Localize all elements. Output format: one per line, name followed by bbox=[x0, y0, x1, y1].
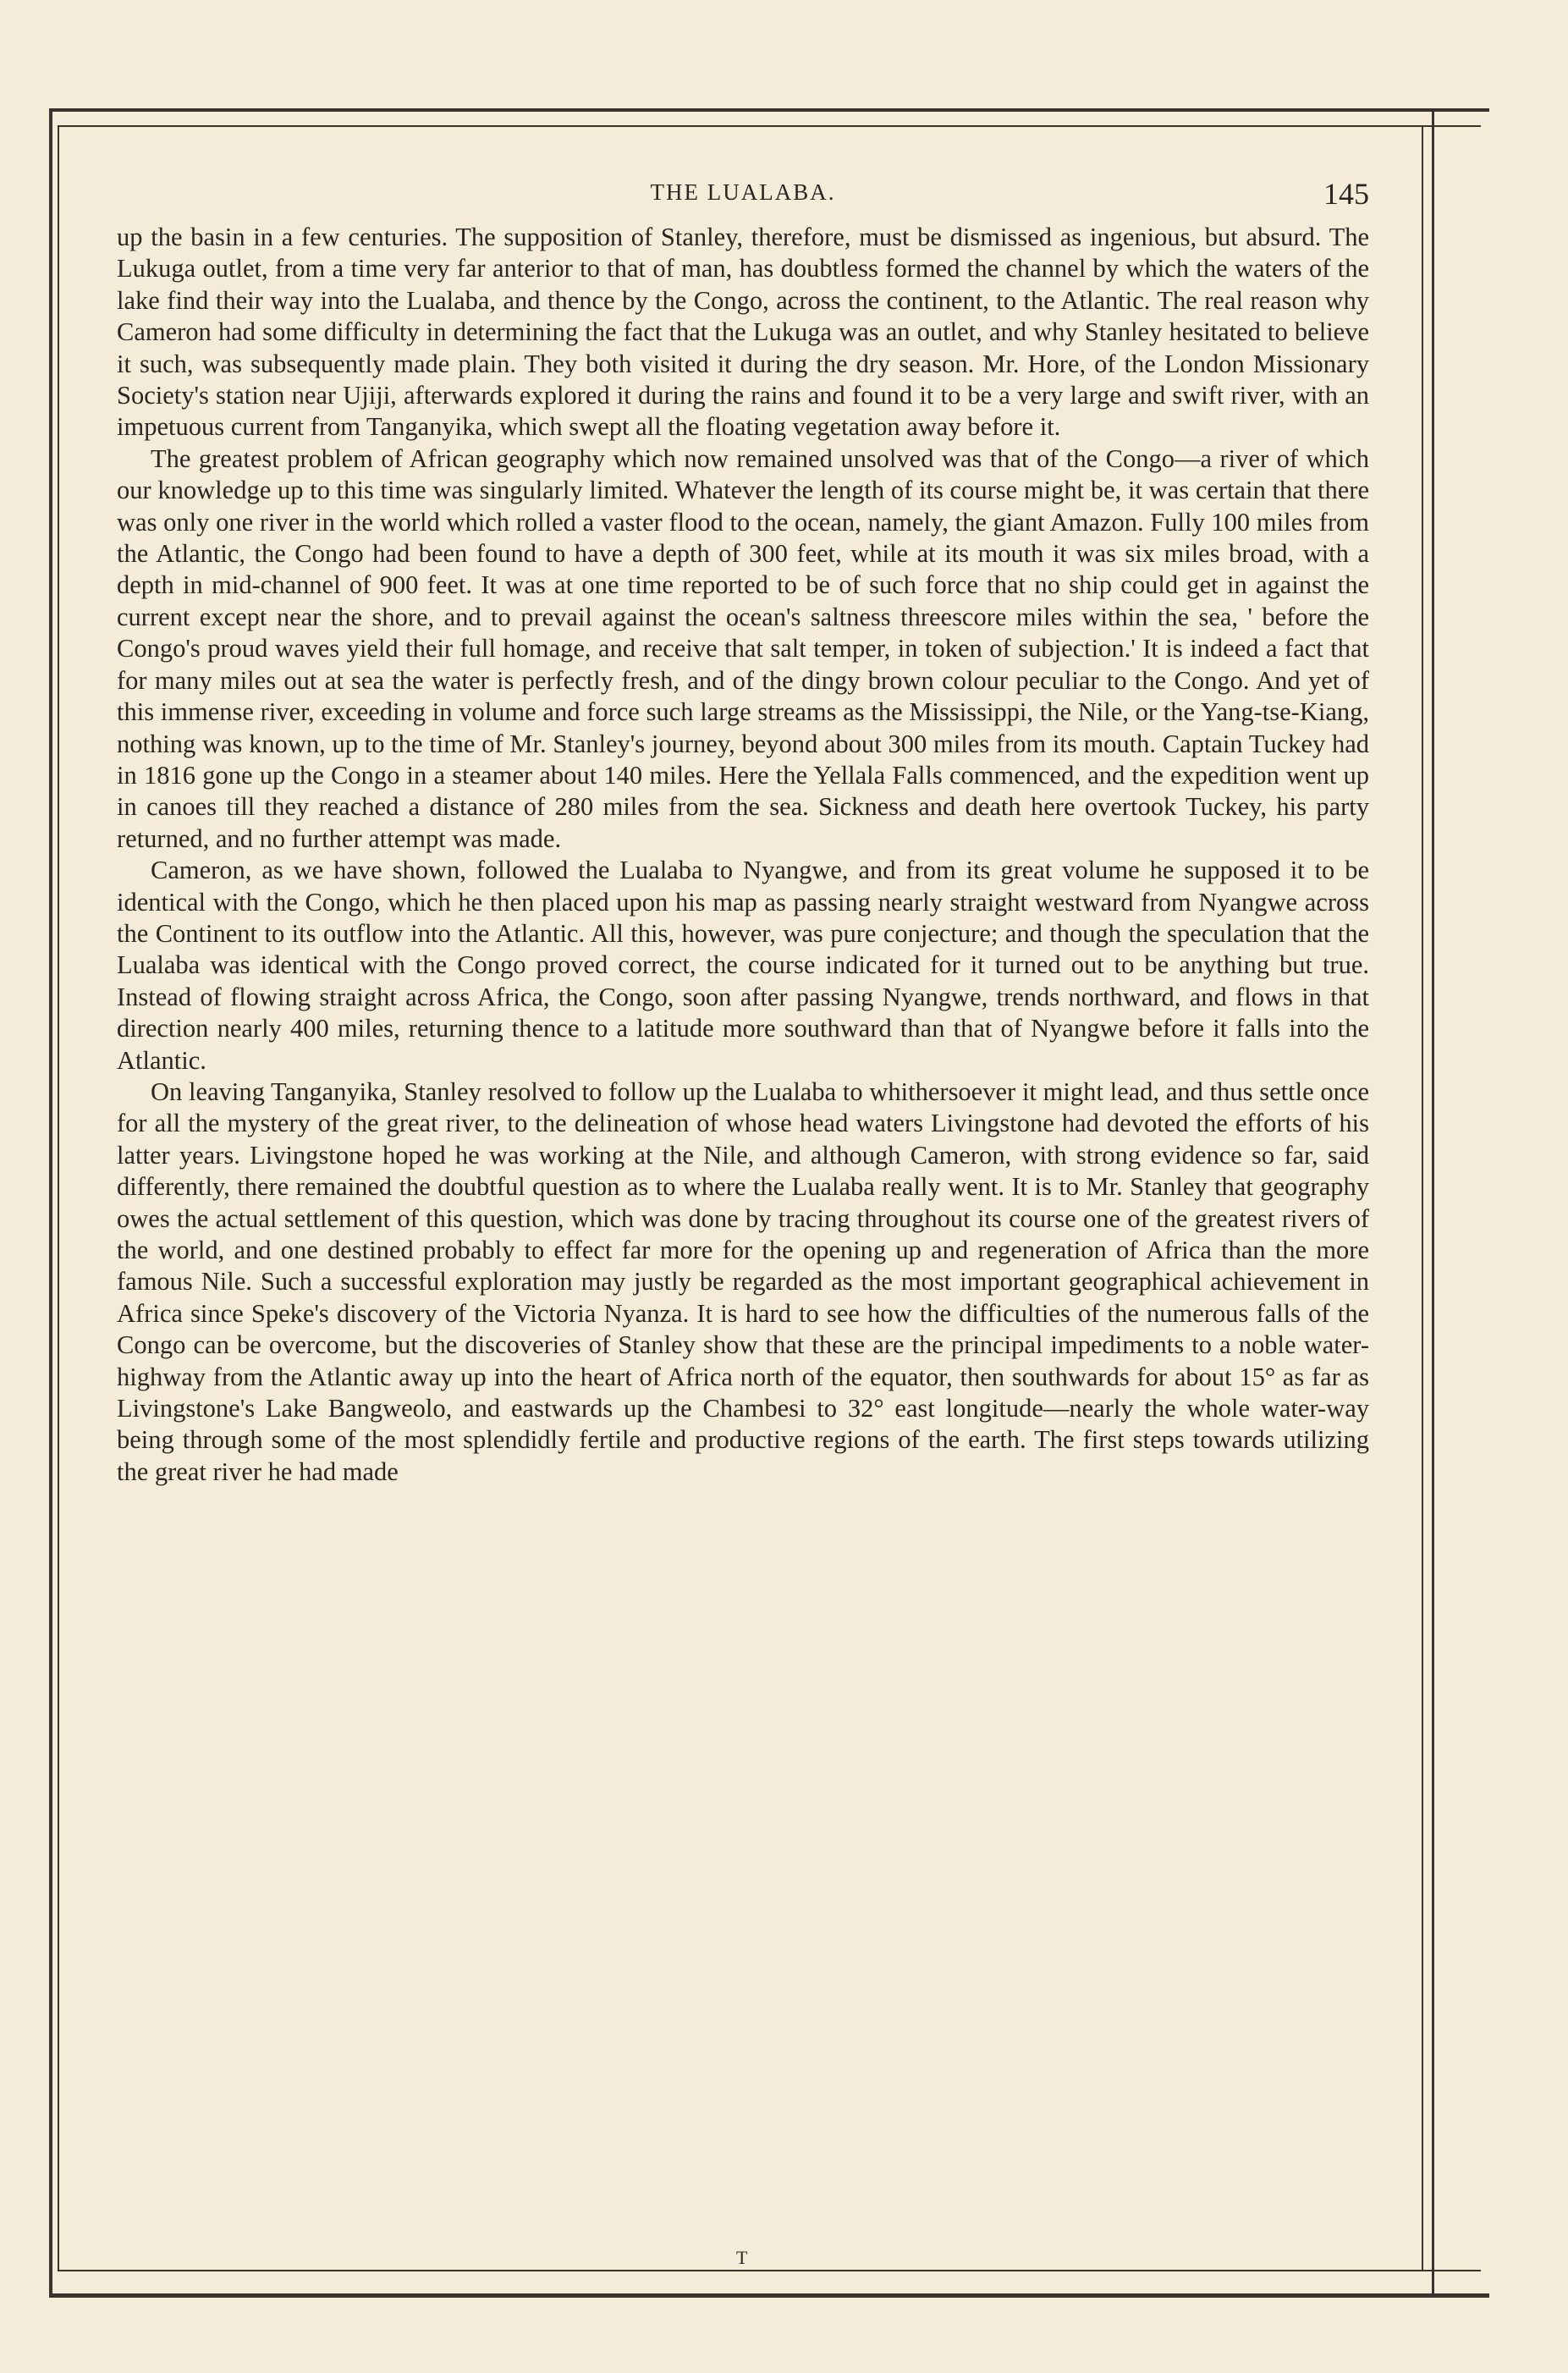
border-rule-right-inner bbox=[1422, 125, 1423, 2271]
signature-mark: T bbox=[736, 2247, 748, 2268]
running-title: THE LUALABA. bbox=[650, 179, 836, 205]
border-rule-left-outer bbox=[49, 108, 52, 2298]
body-text bbox=[117, 222, 1369, 1488]
border-rule-top-inner bbox=[58, 125, 1481, 127]
running-head bbox=[117, 176, 1369, 215]
paragraph: Cameron, as we have shown, followed the Lualaba to Nyangwe, and from its great volume he supposed it to be identical with the Congo, which he then placed upon his map as passing nearly straight westward from Nyangwe across the Continent to its outflow into the Atlantic. All this, however, was pure conjecture; and though the speculation that the Lualaba was identical with the Congo proved correct, the course indicated for it turned out to be anything but true. Instead of flowing straight across Africa, the Congo, soon after passing Nyangwe, trends northward, and flows in that direction nearly 400 miles, returning thence to a latitude more southward than that of Nyangwe before it falls into the Atlantic. bbox=[117, 856, 1369, 1075]
paragraph: up the basin in a few centuries. The supposition of Stanley, therefore, must be dismissed as ingenious, but absurd. The Lukuga outlet, from a time very far anterior to that of man, has doubtless formed the channel by which the waters of the lake find their way into the Lualaba, and thence by the Congo, across the continent, to the Atlantic. The real reason why Cameron had some difficulty in determining the fact that the Lukuga was an outlet, and why Stanley hesitated to believe it such, was subsequently made plain. They both visited it during the dry season. Mr. Hore, of the London Missionary Society's station near Ujiji, afterwards explored it during the rains and found it to be a very large and swift river, with an impetuous current from Tanganyika, which swept all the floating vegetation away before it. bbox=[117, 223, 1369, 442]
border-rule-right-outer bbox=[1432, 108, 1434, 2298]
page-number: 145 bbox=[1323, 177, 1369, 211]
border-rule-top-outer bbox=[49, 108, 1489, 112]
border-rule-left-inner bbox=[58, 125, 59, 2271]
border-rule-bottom-outer bbox=[49, 2293, 1489, 2298]
border-rule-bottom-inner bbox=[58, 2270, 1481, 2271]
paragraph: On leaving Tanganyika, Stanley resolved to follow up the Lualaba to whithersoever it might lead, and thus settle once for all the mystery of the great river, to the delineation of whose head waters Livingstone had devoted the efforts of his latter years. Livingstone hoped he was working at the Nile, and although Cameron, with strong evidence so far, said differently, there remained the doubtful question as to where the Lualaba really went. It is to Mr. Stanley that geography owes the actual settlement of this question, which was done by tracing throughout its course one of the greatest rivers of the world, and one destined probably to effect far more for the opening up and regeneration of Africa than the more famous Nile. Such a successful exploration may justly be regarded as the most important geographical achievement in Africa since Speke's discovery of the Victoria Nyanza. It is hard to see how the difficulties of the numerous falls of the Congo can be overcome, but the discoveries of Stanley show that these are the principal impediments to a noble water-highway from the Atlantic away up into the heart of Africa north of the equator, then southwards for about 15° as far as Livingstone's Lake Bangweolo, and eastwards up the Chambesi to 32° east longitude—nearly the whole water-way being through some of the most splendidly fertile and productive regions of the earth. The first steps towards utilizing the great river he had made bbox=[117, 1076, 1369, 1486]
paragraph: The greatest problem of African geography which now remained unsolved was that of the Congo—a river of which our knowledge up to this time was singularly limited. Whatever the length of its course might be, it was certain that there was only one river in the world which rolled a vaster flood to the ocean, namely, the giant Amazon. Fully 100 miles from the Atlantic, the Congo had been found to have a depth of 300 feet, while at its mouth it was six miles broad, with a depth in mid-channel of 900 feet. It was at one time reported to be of such force that no ship could get in against the current except near the shore, and to prevail against the ocean's saltness threescore miles within the sea, ' before the Congo's proud waves yield their full homage, and receive that salt temper, in token of subjection.' It is indeed a fact that for many miles out at sea the water is perfectly fresh, and of the dingy brown colour peculiar to the Congo. And yet of this immense river, exceeding in volume and force such large streams as the Mississippi, the Nile, or the Yang-tse-Kiang, nothing was known, up to the time of Mr. Stanley's journey, beyond about 300 miles from its mouth. Captain Tuckey had in 1816 gone up the Congo in a steamer about 140 miles. Here the Yellala Falls commenced, and the expedition went up in canoes till they reached a distance of 280 miles from the sea. Sickness and death here overtook Tuckey, his party returned, and no further attempt was made. bbox=[117, 443, 1369, 853]
